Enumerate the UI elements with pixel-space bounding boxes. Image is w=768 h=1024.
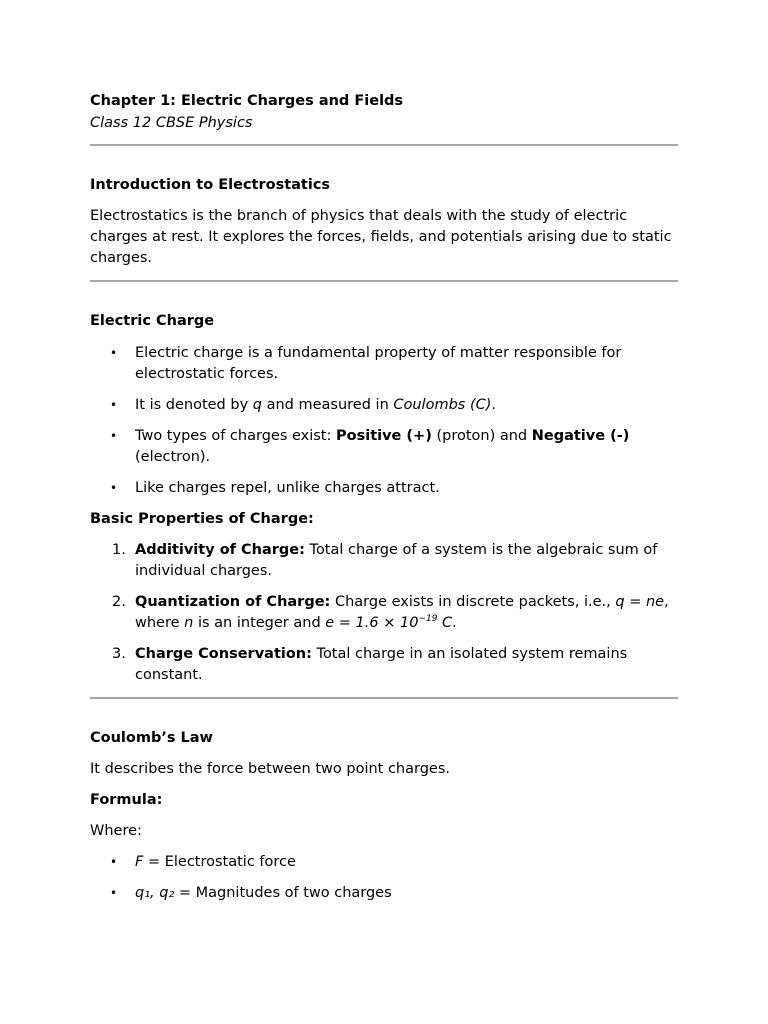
list-number: 2. xyxy=(112,594,126,610)
section-divider xyxy=(90,280,678,282)
list-item-text: Electric charge is a fundamental property of matter responsible for electrostatic forces. xyxy=(135,345,622,382)
list-item-text: Total charge in an isolated system remains constant. xyxy=(135,646,628,683)
property-label: Quantization of Charge: xyxy=(135,594,331,610)
list-item-text: and measured in xyxy=(261,397,394,413)
exponent: −19 xyxy=(418,614,438,624)
electric-charge-heading: Electric Charge xyxy=(90,313,215,329)
list-item-text: Charge exists in discrete packets, i.e., xyxy=(330,594,616,610)
list-number: 3. xyxy=(112,646,126,662)
document-content xyxy=(90,91,678,904)
unit-name: Coulombs (C) xyxy=(393,397,492,413)
list-item-text: Total charge of a system is the algebraic sum of individual charges. xyxy=(135,542,658,579)
coulomb-description: It describes the force between two point charges. xyxy=(90,761,450,777)
bullet-marker: • xyxy=(110,886,118,900)
intro-heading: Introduction to Electrostatics xyxy=(90,177,331,193)
bullet-marker: • xyxy=(110,429,118,443)
list-item xyxy=(90,478,678,499)
list-item xyxy=(90,883,678,904)
properties-list xyxy=(90,540,678,686)
page-title: Chapter 1: Electric Charges and Fields xyxy=(90,93,404,109)
bullet-marker: • xyxy=(110,346,118,360)
charge-symbol: q xyxy=(252,397,262,413)
where-label: Where: xyxy=(90,823,142,839)
list-item xyxy=(90,426,678,468)
coulomb-heading: Coulomb’s Law xyxy=(90,730,213,746)
list-item-text: . xyxy=(452,615,457,631)
list-item-text: (proton) and xyxy=(431,428,532,444)
properties-heading: Basic Properties of Charge: xyxy=(90,511,314,527)
property-label: Charge Conservation: xyxy=(135,646,312,662)
list-item xyxy=(90,852,678,873)
list-item-text: (electron). xyxy=(135,449,211,465)
formula-label: Formula: xyxy=(90,792,163,808)
bullet-marker: • xyxy=(110,855,118,869)
electric-charge-list xyxy=(90,343,678,499)
n-symbol: n xyxy=(184,615,194,631)
unit-symbol: C xyxy=(437,615,453,631)
bullet-marker: • xyxy=(110,481,118,495)
force-symbol: F xyxy=(135,854,144,870)
list-item-text: . xyxy=(491,397,497,413)
quantization-equation: q = ne xyxy=(615,594,665,610)
list-item-text: Two types of charges exist: xyxy=(135,428,336,444)
list-item-text: is an integer and xyxy=(193,615,326,631)
list-number: 1. xyxy=(112,542,126,558)
property-label: Additivity of Charge: xyxy=(135,542,305,558)
positive-charge-label: Positive (+) xyxy=(336,428,432,444)
bullet-marker: • xyxy=(110,398,118,412)
list-item-text: Like charges repel, unlike charges attract. xyxy=(135,480,440,496)
charge-symbols: q₁, q₂ xyxy=(135,885,175,901)
list-item-text: = Electrostatic force xyxy=(143,854,296,870)
list-item xyxy=(90,592,678,634)
list-item-text: = Magnitudes of two charges xyxy=(174,885,392,901)
intro-paragraph: Electrostatics is the branch of physics that deals with the study of electric charges at rest. It explores the forces, fields, and potentials arising due to static charges. xyxy=(90,208,672,266)
section-divider xyxy=(90,144,678,146)
negative-charge-label: Negative (-) xyxy=(531,428,630,444)
elementary-charge-value: e = 1.6 × 10 xyxy=(325,615,419,631)
list-item xyxy=(90,644,678,686)
list-item-text: , where xyxy=(135,594,669,631)
coulomb-variable-list xyxy=(90,852,678,904)
section-divider xyxy=(90,697,678,699)
page-subtitle: Class 12 CBSE Physics xyxy=(90,115,253,131)
list-item xyxy=(90,540,678,582)
list-item-text: It is denoted by xyxy=(135,397,253,413)
list-item xyxy=(90,395,678,416)
list-item xyxy=(90,343,678,385)
